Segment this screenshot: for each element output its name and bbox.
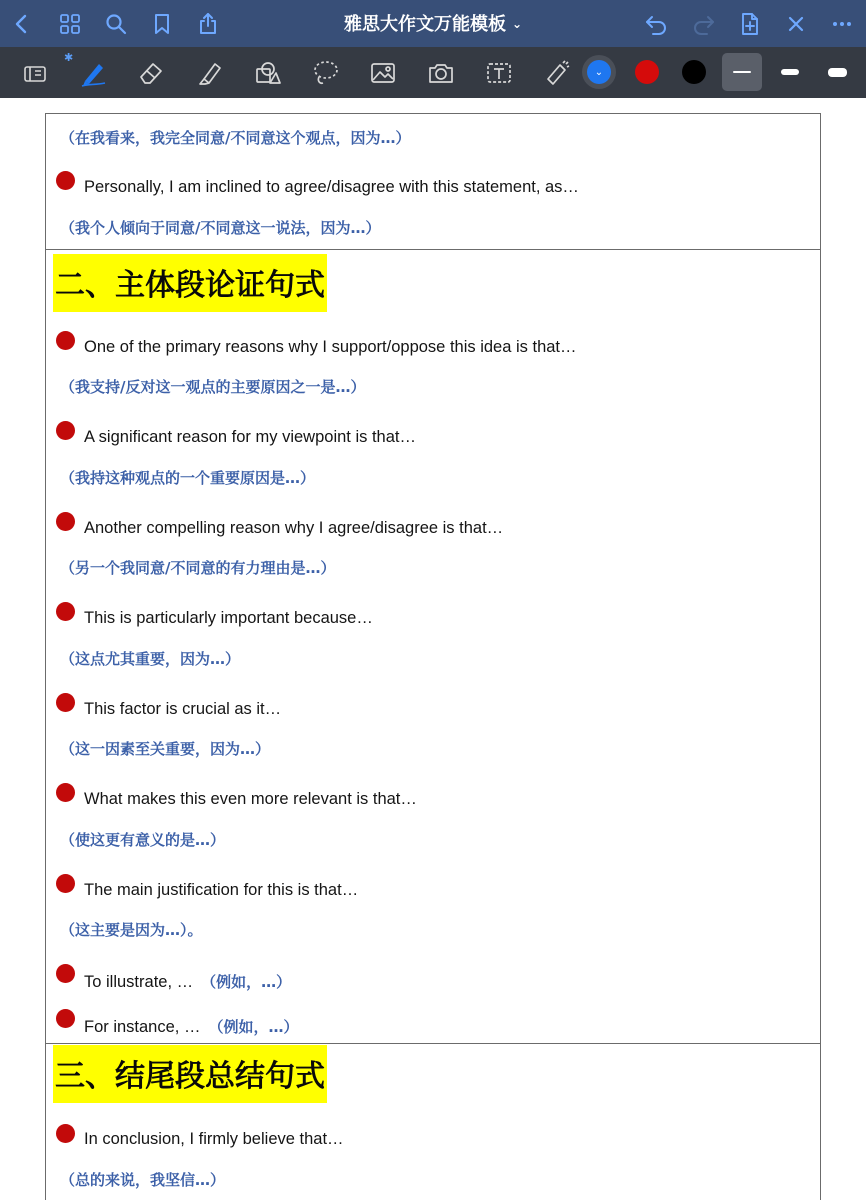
- translation-line: （这主要是因为…）。: [60, 921, 203, 939]
- template-sentence: Another compelling reason why I agree/disagree is that…: [84, 519, 504, 537]
- stroke-width-thick-icon[interactable]: [828, 68, 847, 77]
- section-heading-conclusion: 三、结尾段总结句式: [53, 1045, 327, 1103]
- color-swatch-red[interactable]: [635, 60, 659, 84]
- bullet-dot: [56, 1009, 75, 1028]
- bullet-dot: [56, 512, 75, 531]
- pen-icon[interactable]: [76, 56, 110, 90]
- bullet-dot: [56, 783, 75, 802]
- bullet-dot: [56, 693, 75, 712]
- camera-icon[interactable]: [424, 56, 458, 90]
- translation-line: （我持这种观点的一个重要原因是…）: [60, 469, 316, 487]
- template-sentence: To illustrate, …: [84, 973, 194, 991]
- translation-line: （使这更有意义的是…）: [60, 831, 226, 849]
- color-swatch-black[interactable]: [682, 60, 706, 84]
- translation-line: （我支持/反对这一观点的主要原因之一是…）: [60, 378, 366, 396]
- bullet-dot: [56, 331, 75, 350]
- reader-icon[interactable]: [18, 56, 52, 90]
- chevron-down-icon[interactable]: ⌄: [511, 17, 523, 31]
- template-sentence-with-translation: [84, 1016, 298, 1037]
- bullet-dot: [56, 171, 75, 190]
- drawing-toolbar: [0, 47, 866, 98]
- template-sentence: This factor is crucial as it…: [84, 700, 282, 718]
- translation-inline: （例如，…）: [201, 973, 292, 991]
- lasso-icon[interactable]: [308, 56, 342, 90]
- translation-inline: （例如，…）: [208, 1018, 299, 1036]
- translation-line: （这点尤其重要，因为…）: [60, 650, 241, 668]
- template-sentence: What makes this even more relevant is that…: [84, 790, 417, 808]
- section-heading-body: 二、主体段论证句式: [53, 254, 327, 312]
- template-sentence-with-translation: [84, 971, 291, 992]
- bullet-dot: [56, 964, 75, 983]
- template-sentence: In conclusion, I firmly believe that…: [84, 1130, 344, 1148]
- translation-line: （总的来说，我坚信…）: [60, 1171, 226, 1189]
- stroke-width-thin-icon[interactable]: [733, 71, 751, 73]
- bluetooth-icon: ✱: [64, 51, 74, 64]
- textbox-icon[interactable]: [482, 56, 516, 90]
- shapes-icon[interactable]: [250, 56, 284, 90]
- template-sentence: Personally, I am inclined to agree/disagree with this statement, as…: [84, 178, 579, 196]
- template-sentence: The main justification for this is that…: [84, 881, 359, 899]
- template-sentence: This is particularly important because…: [84, 609, 373, 627]
- color-swatch-blue[interactable]: ⌄: [587, 60, 611, 84]
- document-title-text[interactable]: 雅思大作文万能模板: [343, 14, 506, 35]
- undo-icon[interactable]: [640, 8, 672, 40]
- add-page-icon[interactable]: [734, 8, 766, 40]
- top-navigation-bar: [0, 0, 866, 47]
- highlighter-icon[interactable]: [192, 56, 226, 90]
- template-sentence: For instance, …: [84, 1018, 201, 1036]
- eraser-icon[interactable]: [134, 56, 168, 90]
- laser-icon[interactable]: [540, 56, 574, 90]
- template-sentence: A significant reason for my viewpoint is that…: [84, 428, 416, 446]
- template-sentence: One of the primary reasons why I support/oppose this idea is that…: [84, 338, 577, 356]
- redo-icon[interactable]: [688, 8, 720, 40]
- more-icon[interactable]: [826, 8, 858, 40]
- bullet-dot: [56, 421, 75, 440]
- bullet-dot: [56, 874, 75, 893]
- close-icon[interactable]: [780, 8, 812, 40]
- bullet-dot: [56, 602, 75, 621]
- translation-line: （这一因素至关重要，因为…）: [60, 740, 271, 758]
- translation-line: （在我看来，我完全同意/不同意这个观点，因为…）: [60, 129, 411, 147]
- translation-line: （另一个我同意/不同意的有力理由是…）: [60, 559, 336, 577]
- bullet-dot: [56, 1124, 75, 1143]
- translation-line: （我个人倾向于同意/不同意这一说法，因为…）: [60, 219, 381, 237]
- document-page[interactable]: [0, 98, 866, 1200]
- image-icon[interactable]: [366, 56, 400, 90]
- stroke-width-medium-icon[interactable]: [781, 69, 799, 75]
